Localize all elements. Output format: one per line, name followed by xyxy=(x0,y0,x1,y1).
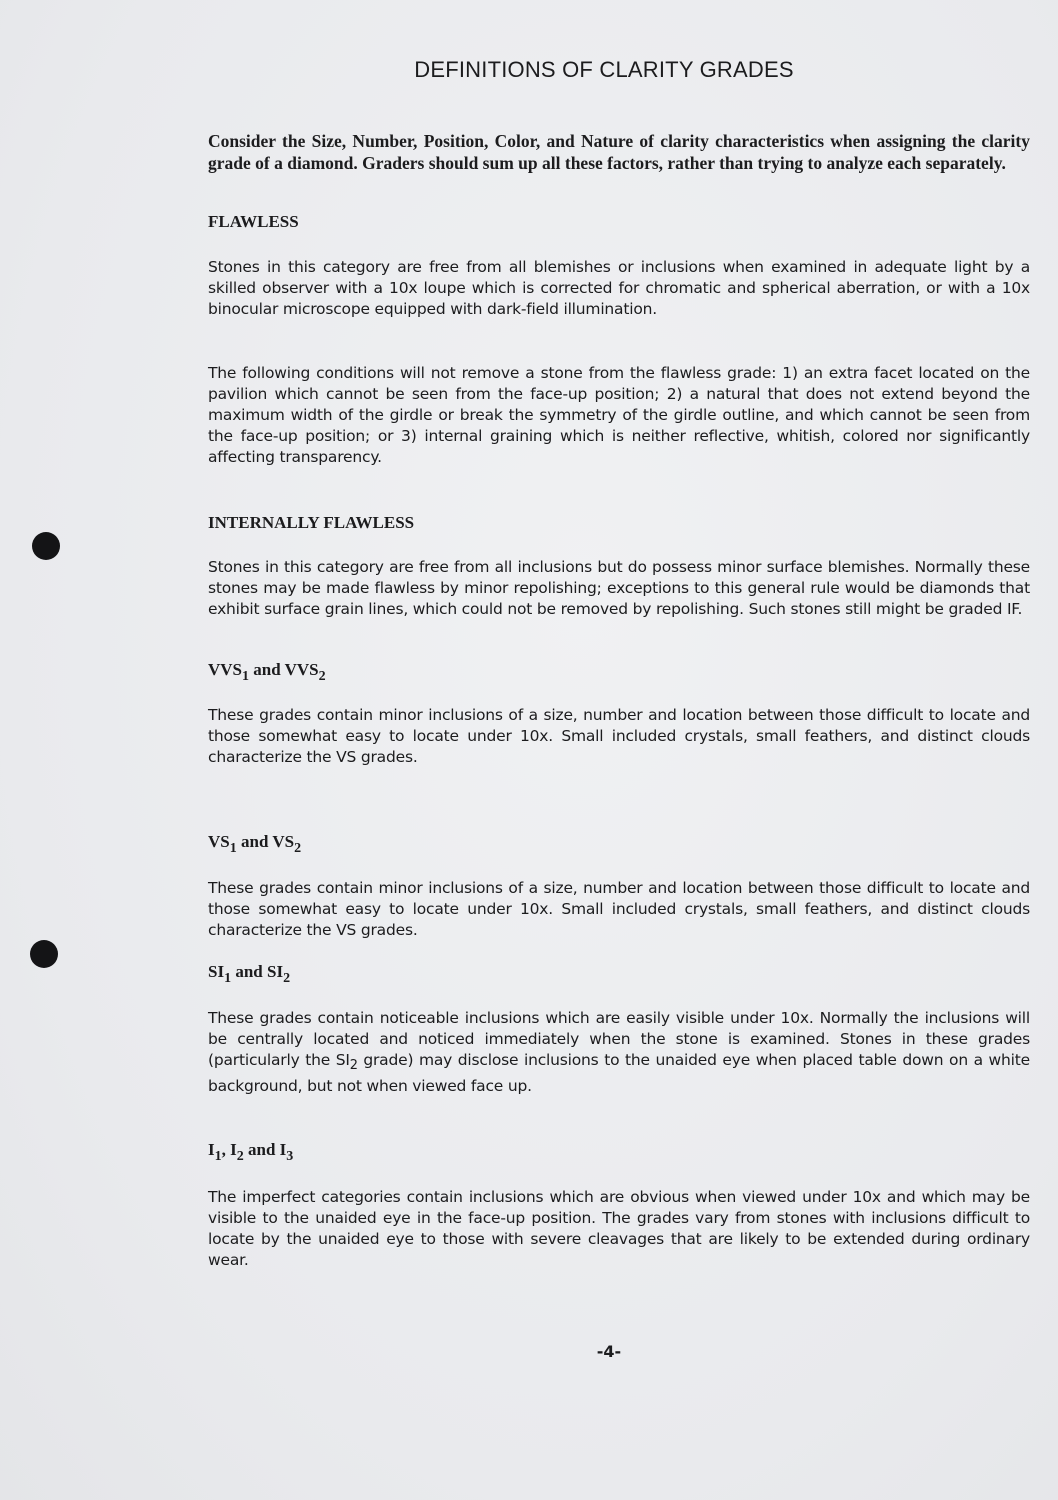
section-heading-si xyxy=(208,962,1030,987)
si-paragraph xyxy=(208,1008,1030,1097)
heading-text: , I xyxy=(221,1140,237,1159)
heading-text: VVS xyxy=(208,660,243,679)
heading-text: and I xyxy=(243,1140,287,1159)
vs-paragraph: These grades contain minor inclusions of a size, number and location between those difficult to locate and those somewhat easy to locate under 10x. Small included crystals, small feathers, and distinct clouds characterize the VS grades. xyxy=(208,879,1030,939)
heading-text: I xyxy=(208,1140,215,1159)
section-heading-vs xyxy=(208,832,1030,857)
heading-text: VS xyxy=(208,832,230,851)
subscript: 2 xyxy=(349,1058,358,1074)
vvs-paragraph: These grades contain minor inclusions of a size, number and location between those difficult to locate and those somewhat easy to locate under 10x. Small included crystals, small feathers, and distinct clouds characterize the VS grades. xyxy=(208,706,1030,766)
subscript: 2 xyxy=(294,841,302,856)
subscript: 2 xyxy=(318,669,326,684)
subscript: 1 xyxy=(229,841,237,856)
section-heading-vvs xyxy=(208,660,1030,685)
paragraph-text: grade) may disclose inclusions to the unaided eye when placed table down on a white background, but not when viewed face up. xyxy=(208,1051,1030,1096)
punch-hole-icon xyxy=(32,532,60,560)
subscript: 3 xyxy=(286,1149,294,1164)
heading-text: and VVS xyxy=(249,660,319,679)
heading-text: SI xyxy=(208,962,225,981)
subscript: 1 xyxy=(214,1149,222,1164)
subscript: 1 xyxy=(224,971,232,986)
page-title: DEFINITIONS OF CLARITY GRADES xyxy=(414,57,794,82)
internally-flawless-paragraph: Stones in this category are free from all inclusions but do possess minor surface blemishes. Normally these stones may be made flawless by minor repolishing; exceptions to this general rule would be diamonds that exhibit surface grain lines, which could not be removed by repolishing. Such stones still might be graded IF. xyxy=(208,558,1030,618)
flawless-paragraph-1: Stones in this category are free from all blemishes or inclusions when examined in adequate light by a skilled observer with a 10x loupe which is corrected for chromatic and spherical aberration, or with a 10x binocular microscope equipped with dark-field illumination. xyxy=(208,258,1030,318)
paragraph-text: These grades contain noticeable inclusions which are easily visible under 10x. Normally the inclusions will be centrally located and noticed immediately when the stone is examined. Stones in these grades (particularly the SI xyxy=(208,1009,1030,1069)
heading-text: and VS xyxy=(236,832,295,851)
section-heading-flawless: FLAWLESS xyxy=(208,212,299,231)
section-heading-internally-flawless: INTERNALLY FLAWLESS xyxy=(208,513,415,532)
subscript: 1 xyxy=(242,669,250,684)
subscript: 2 xyxy=(283,971,291,986)
imperfect-paragraph: The imperfect categories contain inclusions which are obvious when viewed under 10x and which may be visible to the unaided eye in the face-up position. The grades vary from stones with inclusions difficult to locate by the unaided eye to those with severe cleavages that are likely to be extended during ordinary wear. xyxy=(208,1188,1030,1269)
page-number: -4- xyxy=(596,1342,622,1361)
subscript: 2 xyxy=(236,1149,244,1164)
flawless-paragraph-2: The following conditions will not remove a stone from the flawless grade: 1) an extra facet located on the pavilion which cannot be seen from the face-up position; 2) a natural that does not extend beyond the maximum width of the girdle or break the symmetry of the girdle outline, and which cannot be seen from the face-up position; or 3) internal graining which is neither reflective, whitish, colored nor significantly affecting transparency. xyxy=(208,364,1030,466)
intro-paragraph: Consider the Size, Number, Position, Color, and Nature of clarity characteristics when assigning the clarity grade of a diamond. Graders should sum up all these factors, rather than trying to analyze each separately. xyxy=(208,131,1030,173)
heading-text: and SI xyxy=(231,962,284,981)
section-heading-imperfect xyxy=(208,1140,1030,1165)
punch-hole-icon xyxy=(30,940,58,968)
